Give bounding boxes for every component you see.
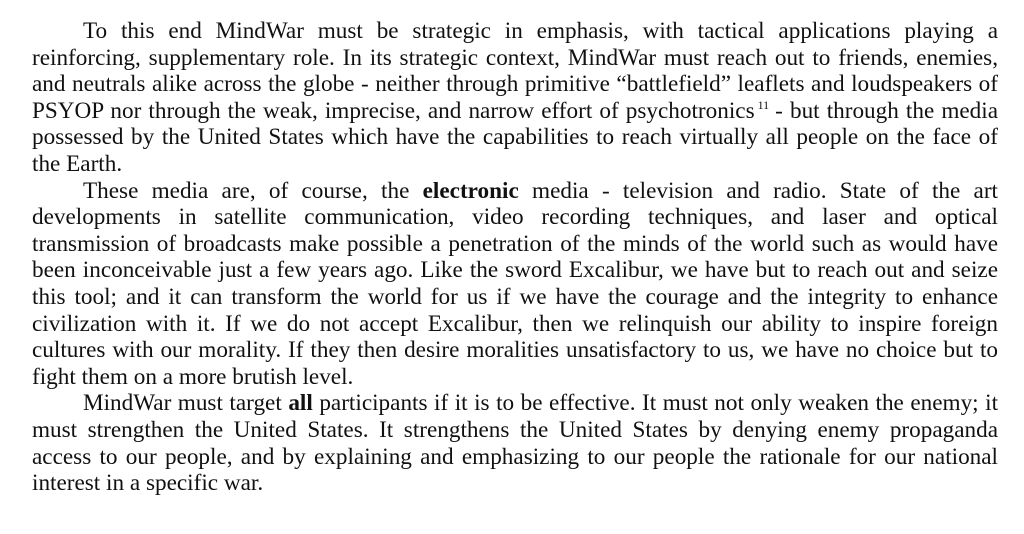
paragraph-2: [32, 178, 998, 391]
footnote-marker: 11: [757, 97, 770, 112]
paragraph-3-text-start: MindWar must target: [83, 390, 282, 417]
paragraph-1-text-start: To this end MindWar must be strategic in emphasis, with tactical applications playing a reinforcing, supplementary role. In its strategic context, MindWar must reach out to friends, enemies, and neutrals alike across the globe - neither through primitive “battlefield” leaflets and loudspeakers of PSYOP nor through the weak, imprecise, and narrow effort of psychotronics: [32, 18, 998, 124]
emphasis-all: all: [288, 390, 313, 417]
paragraph-1-text-end: - but through the media possessed by the United States which have the capabilities to reach virtually all people on the face of the Earth.: [32, 97, 998, 177]
paragraph-3: [32, 390, 998, 496]
paragraph-2-text-start: These media are, of course, the: [83, 177, 410, 204]
paragraph-1: [32, 18, 998, 178]
emphasis-electronic: electronic: [422, 177, 519, 204]
paragraph-3-text-end: participants if it is to be effective. It must not only weaken the enemy; it must strengthen the United States. It strengthens the United States by denying enemy propaganda access to our people, and by explaining and emphasizing to our people the rationale for our national interest in a specific war.: [32, 390, 999, 497]
document-body: [32, 18, 998, 497]
paragraph-2-text-end: media - television and radio. State of the art developments in satellite communication, video recording techniques, and laser and optical transmission of broadcasts make possible a penetration of the minds of the world such as would have been inconceivable just a few years ago. Like the sword Excalibur, we have but to reach out and seize this tool; and it can transform the world for us if we have the courage and the integrity to enhance civilization with it. If we do not accept Excalibur, then we relinquish our ability to inspire foreign cultures with our morality. If they then desire moralities unsatisfactory to us, we have no choice but to fight them on a more brutish level.: [32, 177, 998, 390]
